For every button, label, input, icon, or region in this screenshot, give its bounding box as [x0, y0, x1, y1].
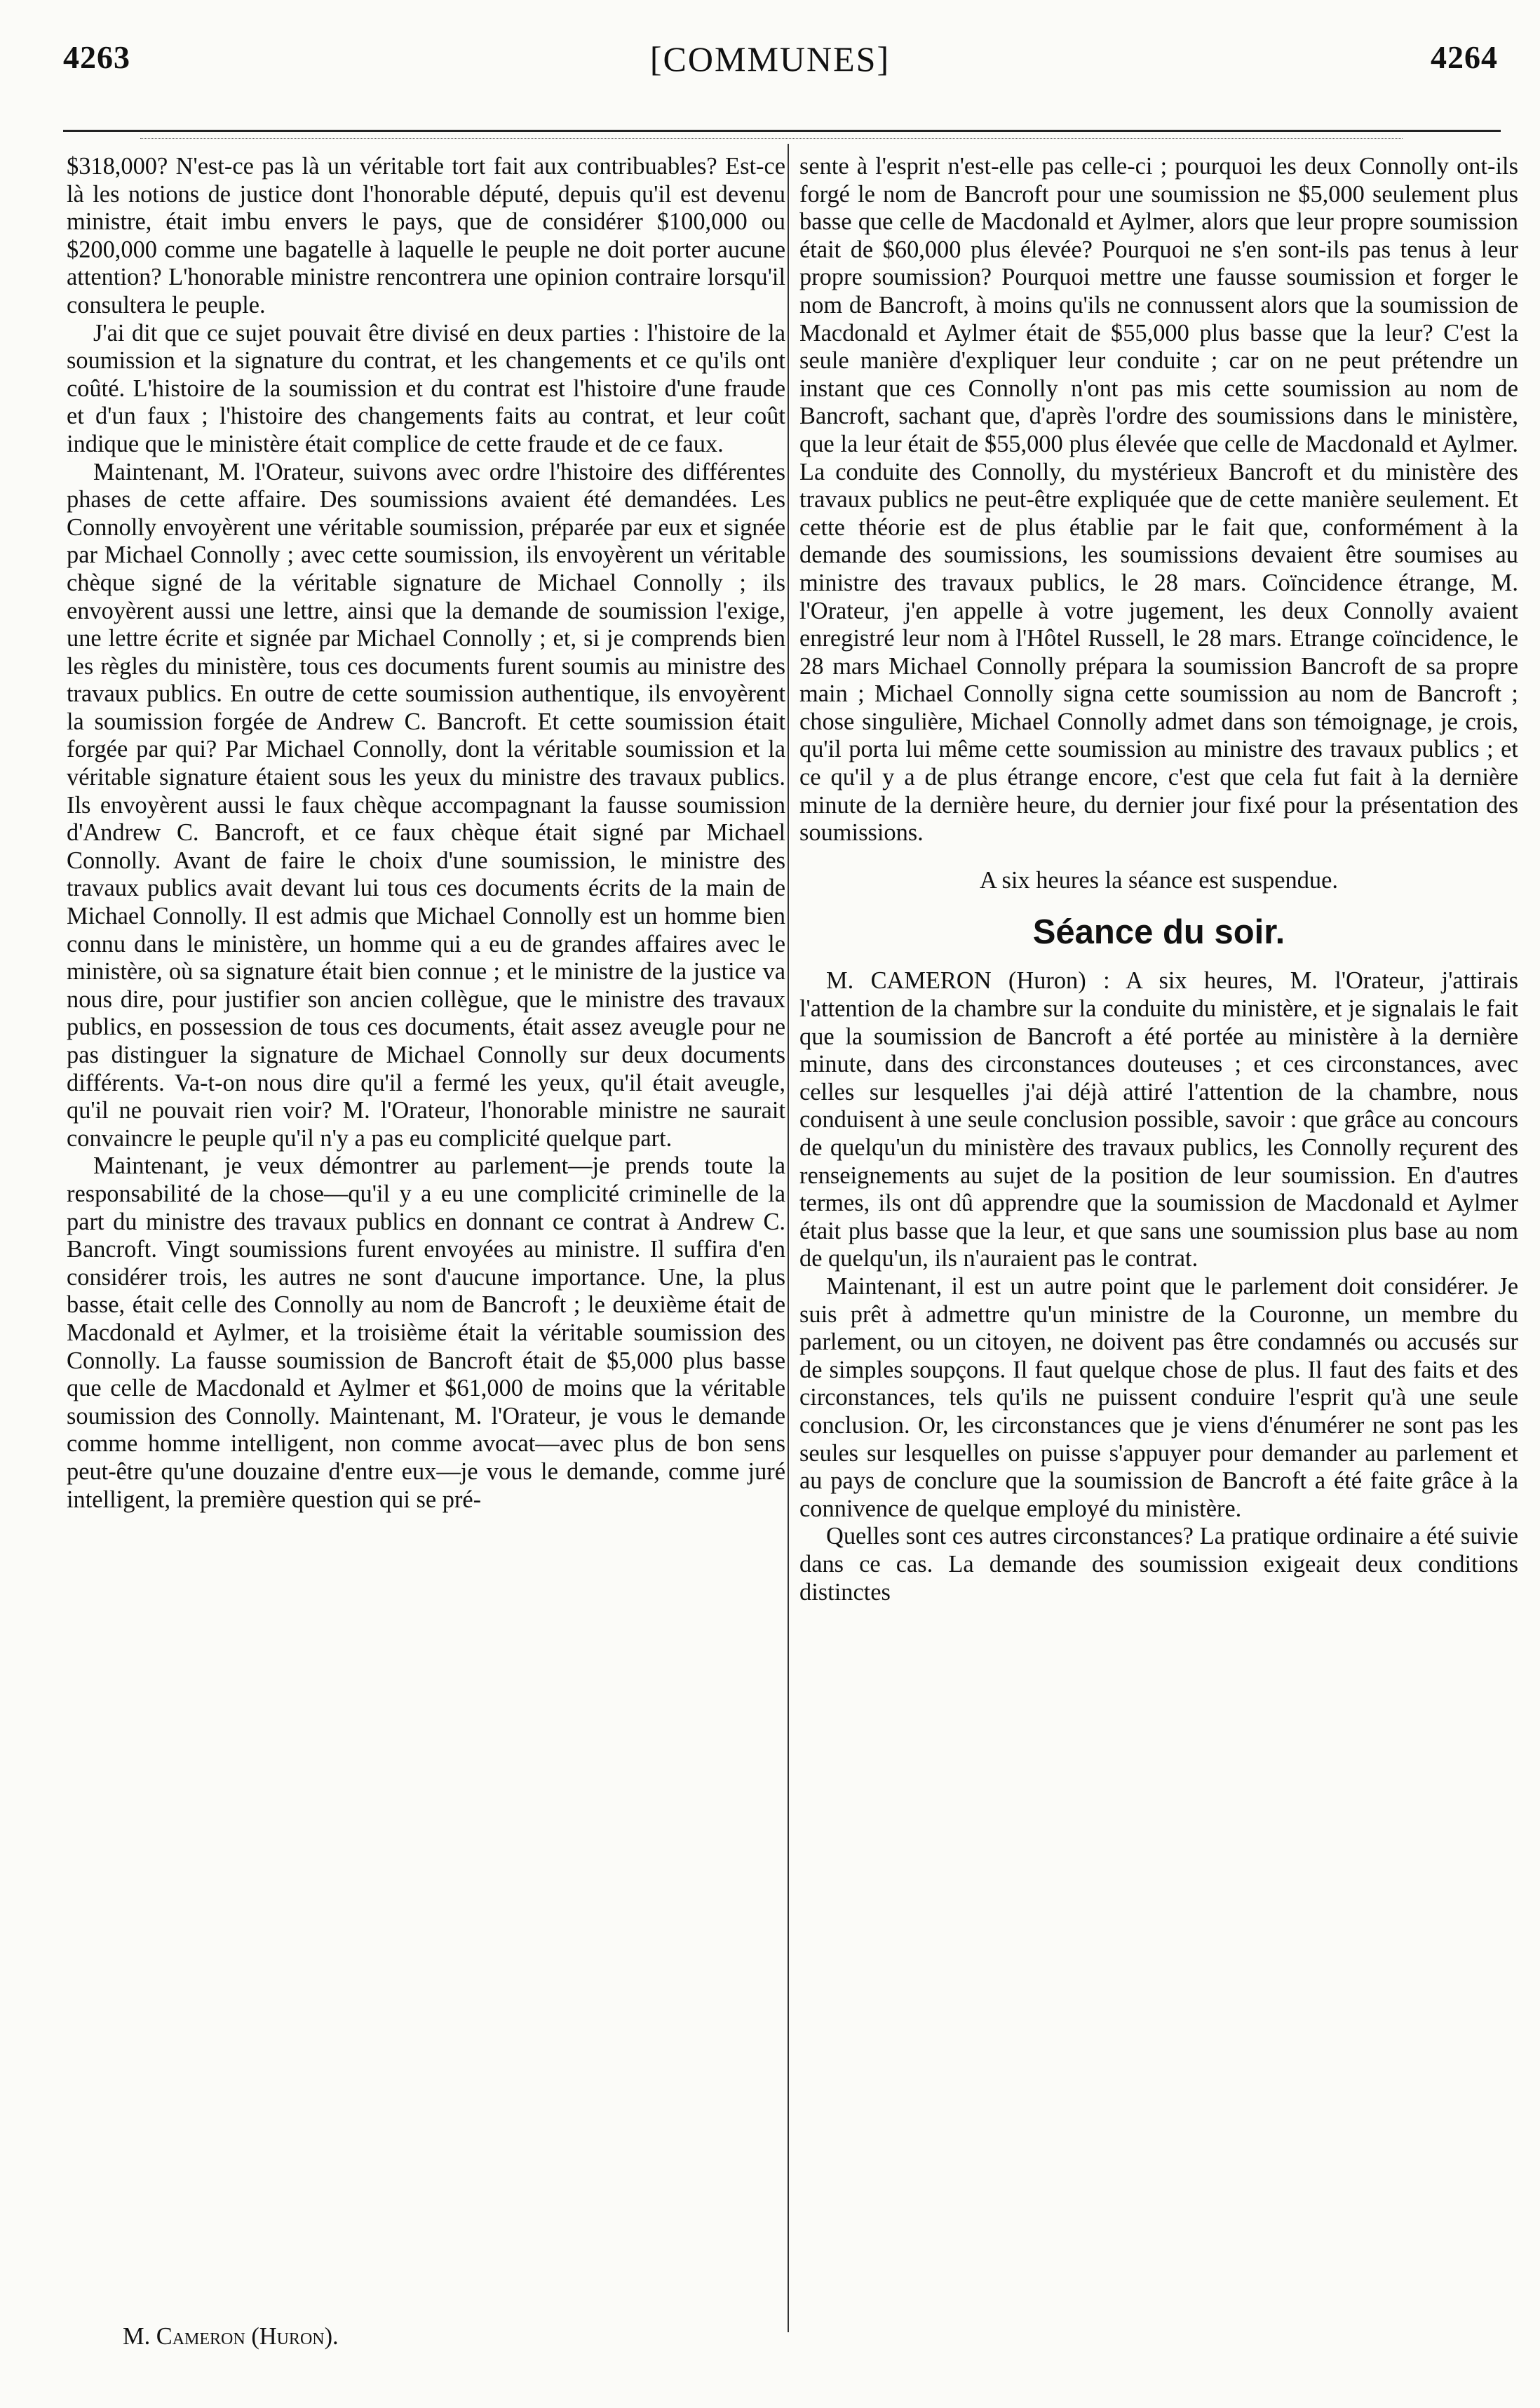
- left-paragraph-2: J'ai dit que ce sujet pouvait être divisé en deux parties : l'histoire de la soumission et la signature du contrat, et les changements et ce qu'ils ont coûté. L'histoire de la soumission et du contrat est l'histoire d'une fraude et d'un faux ; l'histoire des changements faits au contrat, et leur coût indique que le ministère était complice de cette fraude et de ce faux.: [67, 319, 785, 457]
- footer-speaker: M. Cameron (Huron).: [123, 2323, 339, 2350]
- header-rule-dotted: [140, 138, 1403, 139]
- left-paragraph-3: Maintenant, M. l'Orateur, suivons avec ordre l'histoire des différentes phases de cette affaire. Des soumissions avaient été demandées. Les Connolly envoyèrent une véritable soumission, préparée par eux et signée par Michael Connolly ; avec cette soumission, ils envoyèrent un véritable chèque signé de la véritable signature de Michael Connolly ; ils envoyèrent aussi une lettre, ainsi que la demande de soumission l'exige, une lettre écrite et signée par Michael Connolly ; et, si je comprends bien les règles du ministère, tous ces documents furent soumis au ministre des travaux publics. En outre de cette soumission authentique, ils envoyèrent la soumission forgée de Andrew C. Bancroft. Et cette soumission était forgée par qui? Par Michael Connolly, dont la véritable soumission et la véritable signature étaient sous les yeux du ministre des travaux publics. Ils envoyèrent aussi le faux chèque accompagnant la fausse soumission d'Andrew C. Bancroft, et ce faux chèque était signé par Michael Connolly. Avant de faire le choix d'une soumission, le ministre des travaux publics avait devant lui tous ces documents écrits de la main de Michael Connolly. Il est admis que Michael Connolly est un homme bien connu dans le ministère, un homme qui a eu de grandes affaires avec le ministère, où sa signature était bien connue ; et le ministre de la justice va nous dire, pour justifier son ancien collègue, que le ministre des travaux publics, en possession de tous ces documents, était assez aveugle pour ne pas distinguer la signature de Michael Connolly sur deux documents différents. Va-t-on nous dire qu'il a fermé les yeux, qu'il était aveugle, qu'il ne pouvait rien voir? M. l'Orateur, l'honorable ministre ne saurait convaincre le peuple qu'il n'y a pas eu complicité quelque part.: [67, 458, 785, 1152]
- left-paragraph-1: $318,000? N'est-ce pas là un véritable tort fait aux contribuables? Est-ce là les notions de justice dont l'honorable député, depuis qu'il est devenu ministre, était imbu envers le pays, que de considérer $100,000 ou $200,000 comme une bagatelle à laquelle le peuple ne doit porter aucune attention? L'honorable ministre rencontrera une opinion contraire lorsqu'il consultera le peuple.: [67, 153, 785, 318]
- running-title: [COMMUNES]: [649, 39, 891, 79]
- right-paragraph-1: sente à l'esprit n'est-elle pas celle-ci ; pourquoi les deux Connolly ont-ils forgé le nom de Bancroft pour une soumission ne $5,000 seulement plus basse que celle de Macdonald et Aylmer, alors que leur propre soumission était de $60,000 plus élevée? Pourquoi ne s'en sont-ils pas tenus à leur propre soumission? Pourquoi mettre une fausse soumission et forger le nom de Bancroft, à moins qu'ils ne connussent alors que la soumission de Macdonald et Aylmer était de $55,000 plus basse que la leur? C'est la seule manière d'expliquer leur conduite ; car on ne peut prétendre un instant que ces Connolly n'ont pas mis cette soumission au nom de Bancroft, sachant que, d'après l'ordre des soumissions dans le ministère, que la leur était de $55,000 plus élevée que celle de Macdonald et Aylmer. La conduite des Connolly, du mystérieux Bancroft et du ministère des travaux publics ne peut-être expliquée que de cette manière seulement. Et cette théorie est de plus établie par le fait que, conformément à la demande des soumissions, les soumissions devaient être soumises au ministre des travaux publics, le 28 mars. Coïncidence étrange, M. l'Orateur, j'en appelle à votre jugement, les deux Connolly avaient enregistré leur nom à l'Hôtel Russell, le 28 mars. Etrange coïncidence, le 28 mars Michael Connolly prépara la soumission Bancroft de sa propre main ; Michael Connolly signa cette soumission au nom de Bancroft ; chose singulière, Michael Connolly admet dans son témoignage, je crois, qu'il porta lui même cette soumission au ministre des travaux publics ; et ce qu'il y a de plus étrange encore, c'est que cela fut fait à la dernière minute de la dernière heure, du dernier jour fixé pour la présentation des soumissions.: [799, 153, 1518, 847]
- suspension-notice: A six heures la séance est suspendue.: [980, 866, 1338, 894]
- section-title: Séance du soir.: [1032, 913, 1285, 952]
- right-column: [799, 153, 1518, 1606]
- left-paragraph-4: Maintenant, je veux démontrer au parlement—je prends toute la responsabilité de la chose—qu'il y a eu une complicité criminelle de la part du ministre des travaux publics en donnant ce contrat à Andrew C. Bancroft. Vingt soumissions furent envoyées au ministre. Il suffira d'en considérer trois, les autres ne sont d'aucune importance. Une, la plus basse, était celle des Connolly au nom de Bancroft ; le deuxième était de Macdonald et Aylmer, et la troisième était la véritable soumission des Connolly. La fausse soumission de Bancroft était de $5,000 plus basse que celle de Macdonald et Aylmer et $61,000 de moins que la véritable soumission des Connolly. Maintenant, M. l'Orateur, je vous le demande comme homme intelligent, non comme avocat—avec plus de bon sens peut-être qu'une douzaine d'entre eux—je vous le demande, comme juré intelligent, la première question qui se pré-: [67, 1152, 785, 1513]
- right-paragraph-2: M. CAMERON (Huron) : A six heures, M. l'Orateur, j'attirais l'attention de la chambre sur la conduite du ministère, et je signalais le fait que la soumission de Bancroft a été portée au ministère à la dernière minute, dans des circonstances douteuses ; et ces circonstances, avec celles sur lesquelles j'ai déjà attiré l'attention de la chambre, nous conduisent à une seule conclusion possible, savoir : que grâce au concours de quelqu'un du ministère des travaux publics, les Connolly reçurent des renseignements au sujet de la position de leur soumission. En d'autres termes, ils ont dû apprendre que la soumission de Macdonald et Aylmer était plus basse que la leur, et que sans une soumission plus base au nom de quelqu'un, ils n'auraient pas le contrat.: [799, 967, 1518, 1272]
- page-number-left: 4263: [63, 39, 130, 75]
- left-column: [67, 153, 785, 1514]
- page-number-right: 4264: [1431, 39, 1498, 75]
- right-paragraph-3: Maintenant, il est un autre point que le parlement doit considérer. Je suis prêt à admettre qu'un ministre de la Couronne, un membre du parlement, ou un citoyen, ne doivent pas être condamnés ou accusés sur de simples soupçons. Il faut quelque chose de plus. Il faut des faits et des circonstances, tels qu'ils ne puissent conduire l'esprit qu'à une seule conclusion. Or, les circonstances que je viens d'énumérer ne sont pas les seules sur lesquelles on puisse s'appuyer pour demander au parlement et au pays de conclure que la soumission de Bancroft a été faite grâce à la connivence de quelque employé du ministère.: [799, 1272, 1518, 1522]
- column-divider: [788, 144, 789, 2332]
- page-header: [0, 39, 1540, 95]
- right-paragraph-4: Quelles sont ces autres circonstances? La pratique ordinaire a été suivie dans ce cas. La demande des soumission exigeait deux conditions distinctes: [799, 1523, 1518, 1606]
- header-rule: [63, 130, 1501, 132]
